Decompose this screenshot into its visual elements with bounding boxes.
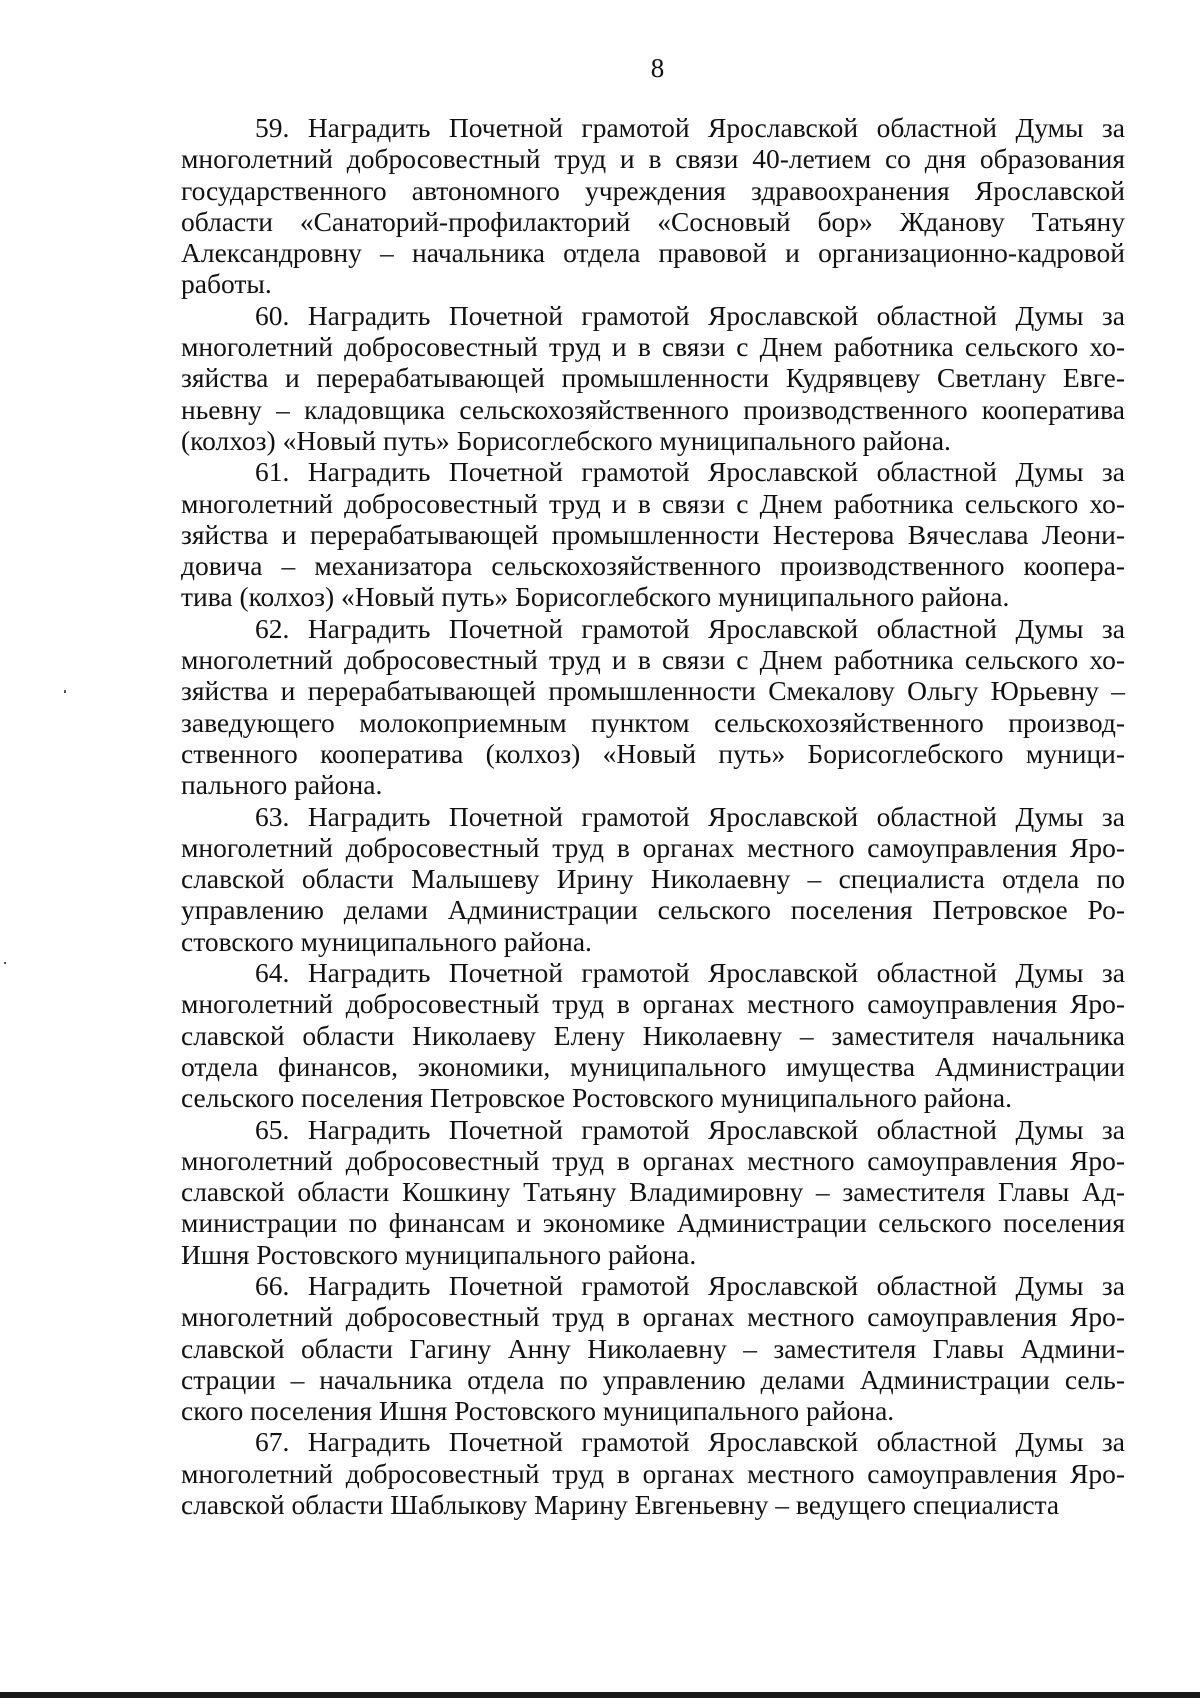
text-line: многолетний добросовестный труд и в связи 40-летием со дня образования [181, 143, 1125, 175]
text-line: славской области Малышеву Ирину Николаевну – специалиста отдела по [181, 863, 1125, 895]
text-line: многолетний добросовестный труд и в связи с Днем работника сельского хо- [181, 487, 1125, 519]
text-line: страции – начальника отдела по управлению делами Администрации сель- [181, 1363, 1125, 1395]
text-line: тива (колхоз) «Новый путь» Борисоглебского муниципального района. [181, 581, 1010, 613]
text-line: зяйства и перерабатывающей промышленности Смекалову Ольгу Юрьевну – [181, 675, 1125, 707]
text-line: министрации по финансам и экономике Администрации сельского поселения [181, 1207, 1125, 1239]
text-line: ньевну – кладовщика сельскохозяйственного производственного кооператива [181, 393, 1125, 425]
paragraph [181, 300, 1125, 456]
text-line: 60. Наградить Почетной грамотой Ярославской областной Думы за [255, 299, 1125, 331]
text-line: государственного автономного учреждения здравоохранения Ярославской [181, 174, 1125, 206]
text-line: Ишня Ростовского муниципального района. [181, 1238, 697, 1270]
scan-mark [4, 962, 6, 964]
text-line: многолетний добросовестный труд в органах местного самоуправления Яро- [181, 1457, 1125, 1489]
text-line: зяйства и перерабатывающей промышленности Нестерова Вячеслава Леони- [181, 518, 1125, 550]
text-line: многолетний добросовестный труд и в связи с Днем работника сельского хо- [181, 644, 1125, 676]
text-line: 61. Наградить Почетной грамотой Ярославской областной Думы за [255, 456, 1125, 488]
text-line: славской области Кошкину Татьяну Владимировну – заместителя Главы Ад- [181, 1176, 1125, 1208]
text-line: ского поселения Ишня Ростовского муниципального района. [181, 1395, 895, 1427]
paragraph [181, 1426, 1125, 1520]
text-line: 66. Наградить Почетной грамотой Ярославской областной Думы за [255, 1269, 1125, 1301]
text-line: многолетний добросовестный труд и в связи с Днем работника сельского хо- [181, 331, 1125, 363]
paragraph [181, 957, 1125, 1113]
text-line: работы. [181, 268, 272, 300]
paragraph [181, 456, 1125, 612]
text-line: ственного кооператива (колхоз) «Новый путь» Борисоглебского муници- [181, 737, 1125, 769]
paragraph [181, 1114, 1125, 1270]
text-line: славской области Шаблыкову Марину Евгеньевну – ведущего специалиста [181, 1489, 1060, 1521]
scan-mark [64, 690, 66, 693]
text-line: многолетний добросовестный труд в органах местного самоуправления Яро- [181, 1144, 1125, 1176]
text-line: области «Санаторий-профилакторий «Сосновый бор» Жданову Татьяну [181, 205, 1125, 237]
text-line: (колхоз) «Новый путь» Борисоглебского муниципального района. [181, 424, 951, 456]
text-line: славской области Гагину Анну Николаевну – заместителя Главы Админи- [181, 1332, 1125, 1364]
text-line: заведующего молокоприемным пунктом сельскохозяйственного производ- [181, 706, 1125, 738]
text-line: стовского муниципального района. [181, 925, 592, 957]
document-body [181, 112, 1125, 1520]
text-line: сельского поселения Петровское Ростовского муниципального района. [181, 1082, 1012, 1114]
paragraph [181, 112, 1125, 300]
text-line: пального района. [181, 769, 383, 801]
text-line: многолетний добросовестный труд в органах местного самоуправления Яро- [181, 988, 1125, 1020]
text-line: многолетний добросовестный труд в органах местного самоуправления Яро- [181, 1301, 1125, 1333]
text-line: управлению делами Администрации сельского поселения Петровское Ро- [181, 894, 1125, 926]
text-line: 65. Наградить Почетной грамотой Ярославской областной Думы за [255, 1113, 1125, 1145]
paragraph [181, 1270, 1125, 1426]
text-line: 63. Наградить Почетной грамотой Ярославской областной Думы за [255, 800, 1125, 832]
text-line: довича – механизатора сельскохозяйственного производственного коопера- [181, 550, 1125, 582]
text-line: 62. Наградить Почетной грамотой Ярославской областной Думы за [255, 612, 1125, 644]
text-line: многолетний добросовестный труд в органах местного самоуправления Яро- [181, 831, 1125, 863]
text-line: отдела финансов, экономики, муниципального имущества Администрации [181, 1050, 1125, 1082]
paragraph [181, 613, 1125, 801]
scan-bottom-edge [0, 1692, 1200, 1698]
text-line: славской области Николаеву Елену Николаевну – заместителя начальника [181, 1019, 1125, 1051]
paragraph [181, 801, 1125, 957]
text-line: 67. Наградить Почетной грамотой Ярославской областной Думы за [255, 1426, 1125, 1458]
page-number: 8 [650, 53, 665, 83]
text-line: 59. Наградить Почетной грамотой Ярославской областной Думы за [255, 112, 1125, 143]
text-line: 64. Наградить Почетной грамотой Ярославской областной Думы за [255, 957, 1125, 989]
text-line: зяйства и перерабатывающей промышленности Кудрявцеву Светлану Евге- [181, 362, 1125, 394]
text-line: Александровну – начальника отдела правовой и организационно-кадровой [181, 237, 1125, 269]
